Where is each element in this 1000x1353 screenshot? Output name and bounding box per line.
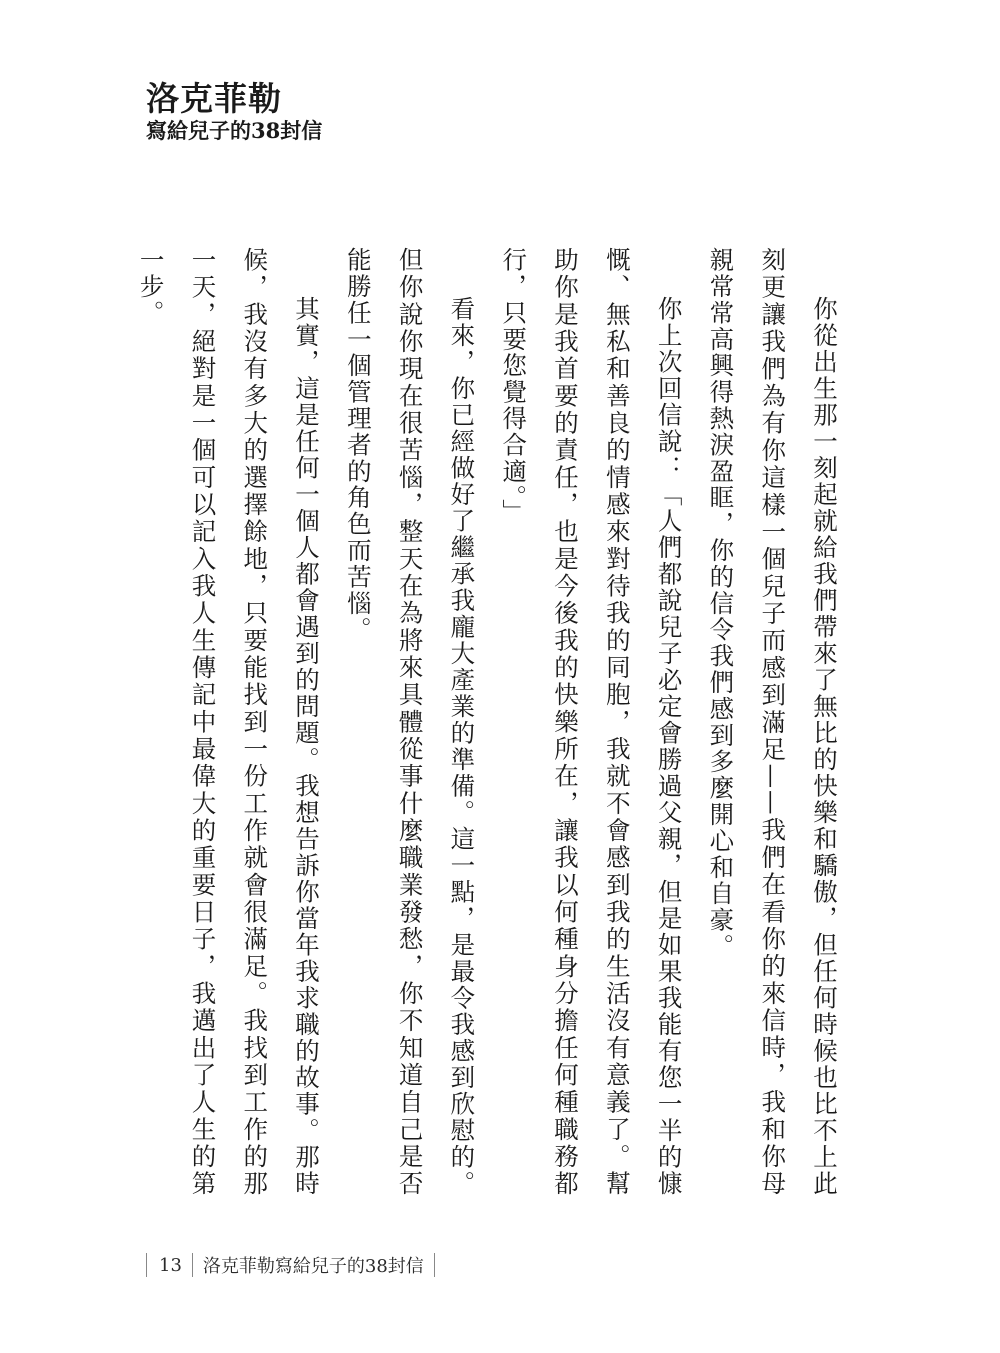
footer-book-title: 洛克菲勒寫給兒子的38封信 bbox=[202, 1256, 424, 1277]
paragraph: 其實，這是任何一個人都會遇到的問題。我想告訴你當年我求職的故事。那時候，我沒有多大的選擇餘地，只要能找到一份工作就會很滿足。我找到工作的那一天，絕對是一個可以記入我人生傳記中最偉大的重要日子，我邁出了人生的第一步。 bbox=[136, 247, 322, 1197]
book-title-heading: 洛克菲勒 bbox=[146, 79, 282, 118]
paragraph: 你從出生那一刻起就給我們帶來了無比的快樂和驕傲，但任何時候也比不上此刻更讓我們為有你這樣一個兒子而感到滿足——我們在看你的來信時，我和你母親常常高興得熱淚盈眶，你的信令我們感到多麼開心和自豪。 bbox=[706, 247, 839, 1197]
book-subtitle-heading: 寫給兒子的38封信 bbox=[146, 118, 323, 143]
page-number: 13 bbox=[159, 1254, 182, 1276]
footer-divider bbox=[434, 1253, 435, 1277]
paragraph: 看來，你已經做好了繼承我龐大產業的準備。這一點，是最令我感到欣慰的。但你說你現在很苦惱，整天在為將來具體從事什麼職業發愁，你不知道自己是否能勝任一個管理者的角色而苦惱。 bbox=[343, 247, 477, 1197]
page-footer bbox=[146, 1252, 435, 1278]
running-header bbox=[146, 80, 322, 144]
paragraph: 你上次回信說：「人們都說兒子必定會勝過父親，但是如果我能有您一半的慷慨、無私和善良的情感來對待我的同胞，我就不會感到我的生活沒有意義了。幫助你是我首要的責任，也是今後我的快樂所在，讓我以何種身分擔任何種職務都行，只要您覺得合適。」 bbox=[499, 247, 684, 1197]
vertical-body-text bbox=[125, 247, 850, 1197]
